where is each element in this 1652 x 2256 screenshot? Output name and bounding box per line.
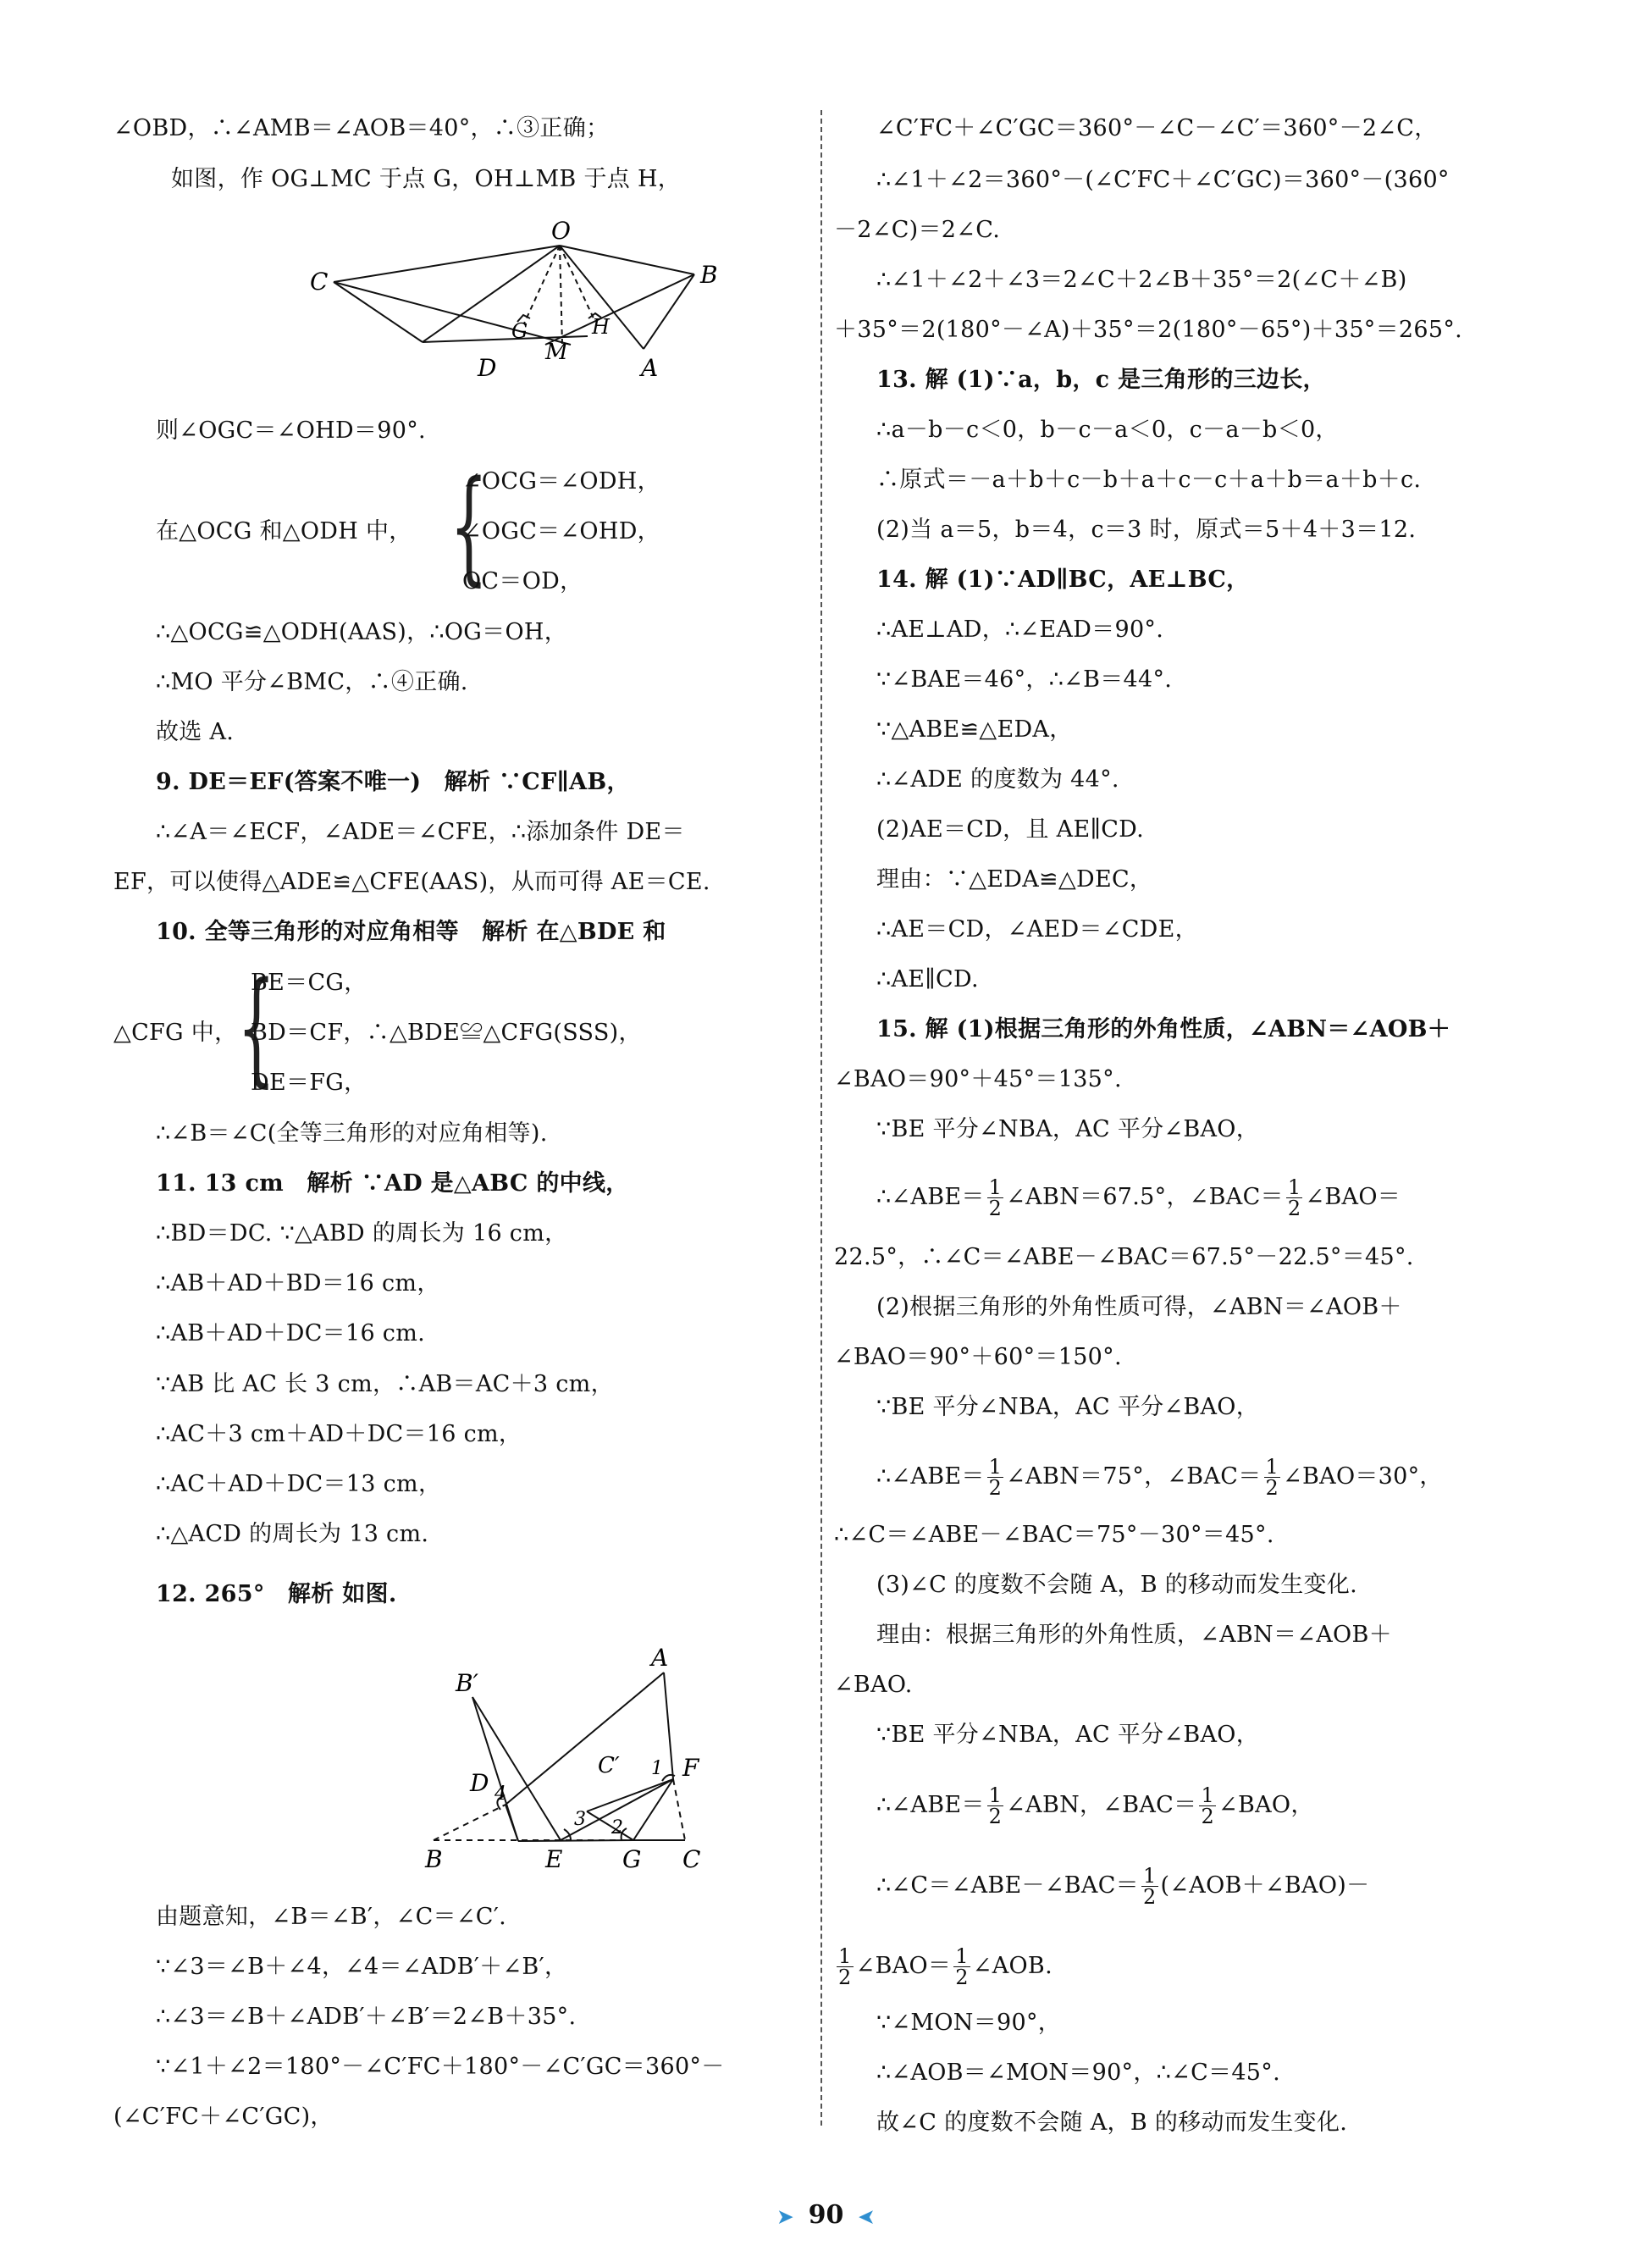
column-divider bbox=[820, 110, 822, 2126]
text-line: (2)当 a＝5，b＝4，c＝3 时，原式＝5＋4＋3＝12. bbox=[876, 517, 1417, 543]
answer-10-head: 10. 全等三角形的对应角相等 解析 在△BDE 和 bbox=[156, 919, 666, 945]
figure-folded-triangle-diagram bbox=[291, 1630, 765, 1876]
text-line: ∴∠C＝∠ABE－∠BAC＝75°－30°＝45°. bbox=[834, 1522, 1274, 1548]
text-line: ∵BE 平分∠NBA，AC 平分∠BAO， bbox=[876, 1722, 1260, 1748]
text-line: 故∠C 的度数不会随 A，B 的移动而发生变化. bbox=[876, 2109, 1348, 2136]
fig1-label-M: M bbox=[545, 340, 568, 365]
text-line: ∴∠AOB＝∠MON＝90°，∴∠C＝45°. bbox=[876, 2060, 1280, 2086]
text-line: ∴AB＋AD＋DC＝16 cm. bbox=[156, 1320, 426, 1346]
fraction-one-half: $\frac{1}{2}$ bbox=[988, 1783, 1003, 1828]
system-row: ∠OGC＝∠OHD， bbox=[462, 518, 660, 545]
text-line: ∵BE 平分∠NBA，AC 平分∠BAO， bbox=[876, 1116, 1260, 1142]
figure1-svg bbox=[308, 217, 718, 391]
text-line: 由题意知，∠B＝∠B′，∠C＝∠C′. bbox=[156, 1904, 507, 1930]
text-line: ∠BAO. bbox=[834, 1672, 913, 1698]
text-line: ∵∠3＝∠B＋∠4，∠4＝∠ADB′＋∠B′， bbox=[156, 1954, 568, 1980]
text-line: 则∠OGC＝∠OHD＝90°. bbox=[156, 417, 426, 444]
fig2-label-2: 2 bbox=[611, 1817, 623, 1839]
text-line: (2)AE＝CD，且 AE∥CD. bbox=[876, 816, 1145, 843]
fig2-label-1: 1 bbox=[651, 1758, 663, 1779]
figure-kite-diagram bbox=[308, 217, 718, 391]
fig1-label-B: B bbox=[700, 261, 718, 289]
text-line: ∵∠1＋∠2＝180°－∠C′FC＋180°－∠C′GC＝360°－ bbox=[156, 2054, 725, 2080]
text-line: ∠BAO＝90°＋45°＝135°. bbox=[834, 1066, 1122, 1092]
text-line: ∴AE⊥AD，∴∠EAD＝90°. bbox=[876, 617, 1164, 643]
text-line: 22.5°，∴∠C＝∠ABE－∠BAC＝67.5°－22.5°＝45°. bbox=[834, 1244, 1414, 1270]
fraction-one-half: $\frac{1}{2}$ bbox=[1287, 1175, 1301, 1220]
system-row: BD＝CF，∴△BDE≌△CFG(SSS)， bbox=[251, 1020, 642, 1046]
text-line: 如图，作 OG⊥MC 于点 G，OH⊥MB 于点 H， bbox=[171, 166, 682, 192]
text-line: 理由：∵△EDA≌△DEC， bbox=[876, 866, 1153, 893]
text-line: ∴AC＋3 cm＋AD＋DC＝16 cm， bbox=[156, 1421, 522, 1447]
fraction-one-half: $\frac{1}{2}$ bbox=[1201, 1783, 1215, 1828]
text-line: ＋35°＝2(180°－∠A)＋35°＝2(180°－65°)＋35°＝265°. bbox=[834, 317, 1463, 343]
fig2-label-D: D bbox=[470, 1769, 489, 1797]
fraction-one-half: $\frac{1}{2}$ bbox=[1265, 1455, 1279, 1500]
answer-15-head: 15. 解 (1)根据三角形的外角性质，∠ABN＝∠AOB＋ bbox=[876, 1016, 1451, 1042]
fraction-line: ∴∠ABE＝ $\frac{1}{2}$ ∠ABN，∠BAC＝ $\frac{1}{2}$ ∠BAO， bbox=[876, 1783, 1314, 1828]
text-line: ∵∠BAE＝46°，∴∠B＝44°. bbox=[876, 666, 1173, 693]
text-line: EF，可以使得△ADE≌△CFE(AAS)，从而可得 AE＝CE. bbox=[113, 869, 710, 895]
text-line: ∵BE 平分∠NBA，AC 平分∠BAO， bbox=[876, 1394, 1260, 1420]
text-line: (∠C′FC＋∠C′GC)， bbox=[113, 2104, 334, 2130]
text-line: ∠OBD，∴∠AMB＝∠AOB＝40°，∴③正确； bbox=[113, 115, 610, 141]
page-number: 90 bbox=[808, 2200, 844, 2230]
fig2-label-B-prime: B′ bbox=[456, 1669, 478, 1697]
text-line: ∠C′FC＋∠C′GC＝360°－∠C－∠C′＝360°－2∠C， bbox=[876, 115, 1438, 141]
text-line: ∴BD＝DC. ∵△ABD 的周长为 16 cm， bbox=[156, 1220, 568, 1247]
fig1-label-H: H bbox=[592, 315, 610, 339]
text-line: ∴△OCG≌△ODH(AAS)，∴OG＝OH， bbox=[156, 619, 568, 645]
text-line: 故选 A. bbox=[156, 719, 235, 745]
text-line: ∠BAO＝90°＋60°＝150°. bbox=[834, 1344, 1122, 1370]
fraction-one-half: $\frac{1}{2}$ bbox=[988, 1455, 1003, 1500]
fig2-label-E: E bbox=[545, 1845, 563, 1873]
text-line: ∴AC＋AD＋DC＝13 cm， bbox=[156, 1471, 442, 1497]
fig2-label-F: F bbox=[682, 1754, 699, 1782]
fig2-label-A: A bbox=[651, 1644, 669, 1672]
answer-12-head: 12. 265° 解析 如图. bbox=[156, 1581, 397, 1607]
text-line: ∴∠A＝∠ECF，∠ADE＝∠CFE，∴添加条件 DE＝ bbox=[156, 819, 685, 845]
text-line: ∴△ACD 的周长为 13 cm. bbox=[156, 1521, 429, 1547]
fig1-label-A: A bbox=[641, 354, 659, 382]
text-line: ∴MO 平分∠BMC，∴④正确. bbox=[156, 669, 468, 695]
text-line: ∴原式＝－a＋b＋c－b＋a＋c－c＋a＋b＝a＋b＋c. bbox=[876, 467, 1422, 493]
fig1-label-O: O bbox=[551, 217, 571, 245]
figure2-svg bbox=[291, 1630, 765, 1876]
system-lead: 在△OCG 和△ODH 中， bbox=[156, 518, 412, 545]
text-line: ∴∠ADE 的度数为 44°. bbox=[876, 766, 1119, 793]
curly-brace: { bbox=[237, 954, 276, 1099]
fig2-label-C-prime: C′ bbox=[598, 1753, 620, 1778]
text-line: ∴a－b－c＜0，b－c－a＜0，c－a－b＜0， bbox=[876, 417, 1339, 443]
chevron-left-icon: ➤ bbox=[859, 2206, 875, 2228]
fig2-label-B: B bbox=[425, 1845, 443, 1873]
fraction-one-half: $\frac{1}{2}$ bbox=[955, 1944, 969, 1989]
fig1-label-C: C bbox=[310, 268, 329, 296]
text-line: ∴∠1＋∠2＝360°－(∠C′FC＋∠C′GC)＝360°－(360° bbox=[876, 167, 1450, 193]
text-line: ∴AB＋AD＋BD＝16 cm， bbox=[156, 1270, 440, 1297]
system-row: ∠OCG＝∠ODH， bbox=[462, 468, 660, 495]
text-line: 理由：根据三角形的外角性质，∠ABN＝∠AOB＋ bbox=[876, 1622, 1392, 1648]
fig1-label-G: G bbox=[511, 319, 528, 343]
text-line: ∴∠1＋∠2＋∠3＝2∠C＋2∠B＋35°＝2(∠C＋∠B) bbox=[876, 267, 1407, 293]
fraction-one-half: $\frac{1}{2}$ bbox=[988, 1175, 1003, 1220]
text-line: ∴∠3＝∠B＋∠ADB′＋∠B′＝2∠B＋35°. bbox=[156, 2004, 577, 2030]
text-line: (2)根据三角形的外角性质可得，∠ABN＝∠AOB＋ bbox=[876, 1294, 1402, 1320]
answer-9-head: 9. DE＝EF(答案不唯一) 解析 ∵CF∥AB， bbox=[156, 769, 630, 795]
text-line: ∴∠B＝∠C(全等三角形的对应角相等). bbox=[156, 1120, 548, 1147]
fraction-line: $\frac{1}{2}$ ∠BAO＝ $\frac{1}{2}$ ∠AOB. bbox=[838, 1944, 1053, 1989]
answer-11-head: 11. 13 cm 解析 ∵AD 是△ABC 的中线， bbox=[156, 1170, 629, 1197]
fraction-one-half: $\frac{1}{2}$ bbox=[838, 1944, 852, 1989]
fraction-line: ∴∠ABE＝ $\frac{1}{2}$ ∠ABN＝75°，∠BAC＝ $\frac{1}{2}$ ∠BAO＝30°， bbox=[876, 1455, 1443, 1500]
text-line: ∵△ABE≌△EDA， bbox=[876, 716, 1073, 743]
curly-brace: { bbox=[450, 453, 489, 598]
fraction-one-half: $\frac{1}{2}$ bbox=[1142, 1864, 1157, 1909]
text-line: －2∠C)＝2∠C. bbox=[834, 217, 1001, 243]
system-lead: △CFG 中， bbox=[113, 1020, 238, 1046]
fig2-label-C: C bbox=[682, 1845, 701, 1873]
fraction-line: ∴∠ABE＝ $\frac{1}{2}$ ∠ABN＝67.5°，∠BAC＝ $\frac{1}{2}$ ∠BAO＝ bbox=[876, 1175, 1401, 1220]
text-line: ∴AE∥CD. bbox=[876, 966, 979, 993]
system-row: DE＝FG， bbox=[251, 1070, 367, 1096]
fig2-label-G: G bbox=[622, 1845, 642, 1873]
chevron-right-icon: ➤ bbox=[777, 2206, 793, 2228]
fig2-label-3: 3 bbox=[574, 1809, 586, 1830]
answer-14-head: 14. 解 (1)∵AD∥BC，AE⊥BC， bbox=[876, 567, 1250, 593]
system-row: OC＝OD， bbox=[462, 568, 583, 594]
fig1-label-D: D bbox=[478, 354, 497, 382]
answer-13-head: 13. 解 (1)∵a，b，c 是三角形的三边长， bbox=[876, 367, 1326, 393]
fig2-label-4: 4 bbox=[494, 1783, 506, 1805]
fraction-line: ∴∠C＝∠ABE－∠BAC＝ $\frac{1}{2}$ (∠AOB＋∠BAO)－ bbox=[876, 1864, 1370, 1909]
text-line: (3)∠C 的度数不会随 A，B 的移动而发生变化. bbox=[876, 1572, 1357, 1598]
page-number-footer bbox=[0, 2200, 1652, 2230]
system-row: BE＝CG， bbox=[251, 970, 367, 996]
text-line: ∵∠MON＝90°， bbox=[876, 2010, 1062, 2036]
text-line: ∵AB 比 AC 长 3 cm，∴AB＝AC＋3 cm， bbox=[156, 1371, 614, 1397]
text-line: ∴AE＝CD，∠AED＝∠CDE， bbox=[876, 916, 1198, 943]
